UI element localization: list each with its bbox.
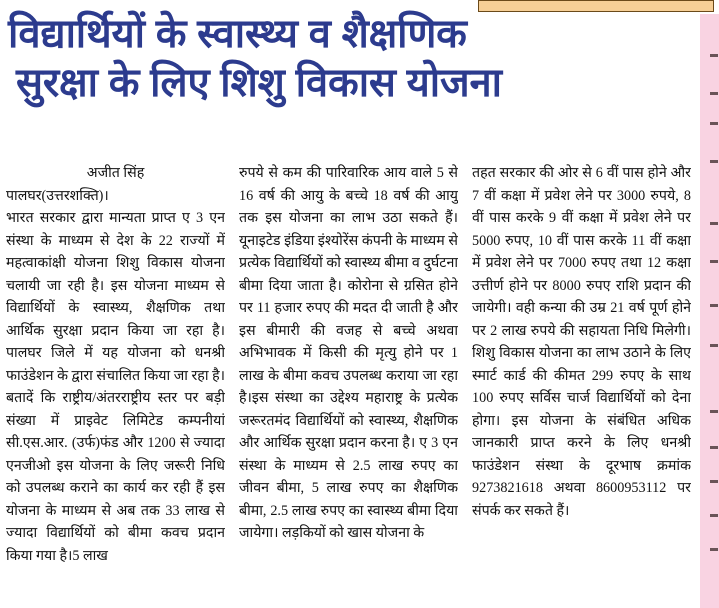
article-column-3 bbox=[472, 162, 691, 606]
text-fragment bbox=[710, 410, 718, 413]
article-column-1 bbox=[6, 162, 225, 606]
text-fragment bbox=[710, 54, 718, 57]
text-fragment bbox=[710, 222, 718, 225]
text-fragment bbox=[710, 344, 718, 347]
headline bbox=[8, 10, 708, 108]
text-fragment bbox=[710, 260, 718, 263]
text-fragment bbox=[710, 480, 718, 483]
column-2-text: रुपये से कम की पारिवारिक आय वाले 5 से 16 वर्ष की आयु के बच्चे 18 वर्ष की आयु तक इस योजना का लाभ उठा सकते हैं। यूनाइटेड इंडिया इंश्योरेंस कंपनी के माध्यम से प्रत्येक विद्यार्थियों को स्वास्थ्य बीमा व दुर्घटना बीमा दिया जाता है। कोरोना से ग्रसित होने पर 11 हजार रुपए की मदत दी जाती है और इस बीमारी की वजह से बच्चे अथवा अभिभावक में किसी की मृत्यु होने पर 1 लाख के बीमा कवच उपलब्ध कराया जा रहा है।इस संस्था का उद्देश्य महाराष्ट्र के प्रत्येक जरूरतमंद विद्यार्थियों को स्वास्थ्य, शैक्षणिक और आर्थिक सुरक्षा प्रदान करना है। ए 3 एन संस्था के माध्यम से 2.5 लाख रुपए का जीवन बीमा, 5 लाख रुपए का शैक्षणिक बीमा, 2.5 लाख रुपए का स्वास्थ्य बीमा दिया जायेगा। लड़कियों को खास योजना के bbox=[239, 165, 458, 541]
dateline: पालघर(उत्तरशक्ति)। bbox=[6, 187, 109, 204]
text-fragment bbox=[710, 160, 718, 163]
text-fragment bbox=[710, 92, 718, 95]
article-column-2 bbox=[239, 162, 458, 606]
column-3-text: तहत सरकार की ओर से 6 वीं पास होने और 7 वीं कक्षा में प्रवेश लेने पर 3000 रुपये, 8 वीं पास करके 9 वीं कक्षा में प्रवेश लेने पर 5000 रुपए, 10 वीं पास करके 11 वीं कक्षा में प्रवेश लेने पर 7000 रुपए तथा 12 कक्षा उत्तीर्ण होने पर 8000 रुपए राशि प्रदान की जायेगी। वही कन्या की उम्र 21 वर्ष पूर्ण होने पर 2 लाख रुपये की सहायता निधि मिलेगी।शिशु विकास योजना का लाभ उठाने के लिए स्मार्ट कार्ड की कीमत 299 रुपए के साथ 100 रुपए सर्विस चार्ज विद्यार्थियों को देना होगा। इस योजना के संबंधित अधिक जानकारी प्राप्त करने के लिए धनश्री फाउंडेशन संस्था के दूरभाष क्रमांक 9273821618 अथवा 8600953112 पर संपर्क कर सकते हैं। bbox=[472, 165, 691, 519]
byline-author: अजीत सिंह bbox=[86, 165, 145, 181]
headline-line-2: सुरक्षा के लिए शिशु विकास योजना bbox=[16, 60, 502, 105]
text-fragment bbox=[710, 304, 718, 307]
article-body bbox=[6, 162, 696, 606]
text-fragment bbox=[710, 514, 718, 517]
text-fragment bbox=[710, 122, 718, 125]
column-1-text: भारत सरकार द्वारा मान्यता प्राप्त ए 3 एन संस्था के माध्यम से देश के 22 राज्यों में महत्वाकांक्षी योजना शिशु विकास योजना चलायी जा रही है। इस योजना माध्यम से विद्यार्थियों के स्वास्थ्य, शैक्षणिक तथा आर्थिक सुरक्षा प्रदान किया जा रहा है। पालघर जिले में यह योजना को धनश्री फाउंडेशन के द्वारा संचालित किया जा रहा है। बतादें कि राष्ट्रीय/अंतरराष्ट्रीय स्तर पर बड़ी संख्या में प्राइवेट लिमिटेड कम्पनीयां सी.एस.आर. (उर्फ)फंड और 1200 से ज्यादा एनजीओ इस योजना के लिए जरूरी निधि को उपलब्ध कराने का कार्य कर रही हैं इस योजना के माध्यम से अब तक 33 लाख से ज्यादा विद्यार्थियों को बीमा कवच प्रदान किया गया है।5 लाख bbox=[6, 210, 225, 564]
text-fragment bbox=[710, 548, 718, 551]
headline-line-1: विद्यार्थियों के स्वास्थ्य व शैक्षणिक bbox=[8, 12, 467, 56]
text-fragment bbox=[710, 446, 718, 449]
